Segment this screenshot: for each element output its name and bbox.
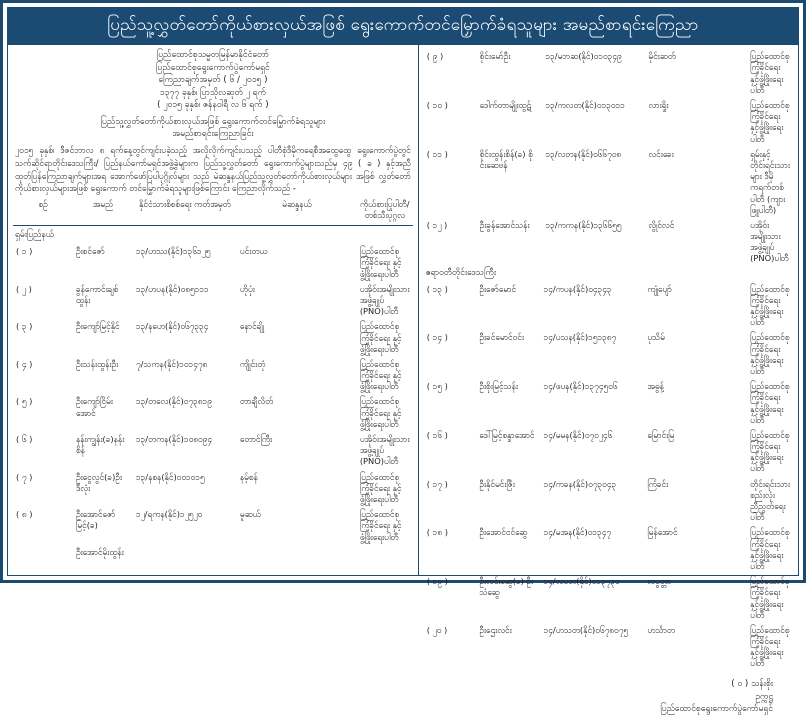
row-name: ဦးအောင်ငင်ဆွေ: [479, 527, 528, 538]
table-row: [13, 470, 413, 508]
row-nrc: ၁၂/ရကန(နိုင်)၁၂၅၂၀: [135, 509, 203, 520]
row-nrc: ၁၃/ကလတ(နိုင်)၀၁၃၀၁၁: [545, 100, 625, 110]
left-results-table: [13, 197, 413, 223]
table-row: [424, 574, 793, 623]
document-frame: [7, 7, 799, 715]
row-party: ပြည်ထောင်စုကြံ့ခိုင်ရေး နှင့်ဖွံ့ဖြိုးရေးပါတီ: [750, 429, 790, 474]
row-constituency: ကျုံပျော်: [647, 283, 672, 294]
signatory-organization: ပြည်ထောင်စုရွေးကောက်ပွဲကော်မရှင်: [660, 704, 773, 715]
right-column: [419, 45, 798, 715]
table-row: [424, 623, 793, 672]
burmese-date: ၁၃၇၇ ခုနှစ်၊ ပြာသိုလဆုတ် ၂ ရက်: [159, 87, 266, 98]
row-no: ( ၁၃ ): [426, 283, 448, 294]
row-no: ( ၁၇ ): [426, 478, 448, 489]
row-nrc: [133, 545, 237, 560]
row-name: ဦးစင်ဇော်: [75, 246, 105, 257]
row-party: ပြည်ထောင်စုကြံ့ခိုင်ရေး နှင့်ဖွံ့ဖြိုးရေးပါတီ: [750, 624, 790, 669]
row-constituency: တာချီလိတ်: [239, 396, 274, 407]
subject-line-2: အမည်စာရင်းကြေညာခြင်း: [172, 128, 254, 139]
row-constituency: လွိုင်လင်: [648, 219, 675, 230]
row-no: ( ၂ ): [16, 283, 32, 294]
row-name: ဦးနိုင်မင်းဇြီး: [479, 478, 515, 489]
table-row: [424, 282, 793, 331]
table-row: [13, 432, 413, 470]
row-nrc: ၁၄/ပသန(နိုင်)၁၅၁၃၈၇: [543, 332, 617, 343]
row-name: ဦးသန်းထွန်းဦး: [75, 358, 119, 369]
row-no: ( ၈ ): [16, 509, 33, 520]
row-constituency: လပွတ္တာ: [647, 576, 672, 587]
row-nrc: ၁၃/တလေ(နိုင်)၀၇၃၈၁၉: [135, 396, 212, 407]
row-no: ( ၂၀ ): [426, 624, 448, 635]
region-label-ayeyarwady: ဧရာဝတီတိုင်းဒေသကြီး: [425, 267, 496, 278]
row-constituency: ပုသိမ်: [647, 332, 665, 343]
row-constituency: နမ့်စန်: [239, 471, 258, 482]
row-party: ပအိုဝ်းအမျိုးသားအဖွဲ့ချုပ် (PNO)ပါတီ: [359, 283, 410, 317]
issuer-line-1: ပြည်ထောင်စုသမ္မတမြန်မာနိုင်ငံတော်: [156, 50, 269, 61]
row-name: ဦးငွေလွင်(ခ)ဦးဒီလုံး: [75, 471, 123, 493]
announcement-paragraph: ၂၀၁၅ ခုနှစ်၊ ဒီဇင်ဘာလ ၈ ရက်နေ့တွင်ကျင်းပခဲ့သည့် အလိုလိုက်ကျင်းပသည့် ပါတီစုံဒီမိုကရေစီအထွေထွေ ရွေးကောက်ပွဲတွင် သက်ဆိုင်ရာတိုင်းဒေသကြီး/ ပြည်နယ်ကော်မရှင်အဖွဲ့ခွဲများက ပြည်သူ့လွှတ်တော် ရွေးကောက်ပွဲများသည်မှ ၄၉ ( ခ ) နှင့်အညီ ထုတ်ပြန်ကြေညာချက်များအရ အောက်ဖော်ပြပါပုဂ္ဂိုလ်များ သည် မဲဆန္ဒနယ်ပြည်သူ့လွှတ်တော်ကိုယ်စားလှယ်များ အဖြစ် လွှတ်တော်ကိုယ်စားလှယ်များအဖြစ် ရွေးကောက် တင်မြှောက်ခံရသူများဖြစ်ကြောင်း ကြေညာလိုက်သည် -: [15, 145, 411, 194]
region-label-shan: ရှမ်းပြည်နယ်: [15, 230, 55, 241]
row-name: ဒေါ်မြင့်စန္ဒာအောင်: [479, 429, 535, 440]
row-party: [357, 545, 413, 560]
row-party: တိုင်းရင်းသားစည်းလုံး ညီညွတ်ရေးပါတီ: [750, 478, 790, 523]
row-nrc: ၁၄/မအန(နိုင်)၀၁၃၄၇: [543, 527, 612, 538]
row-no: ( ၁၄ ): [426, 332, 448, 343]
row-nrc: ၁၃/နဟေ(နိုင်)၀၆၇၃၃၄: [135, 321, 209, 332]
row-constituency: အဓွန့်: [647, 381, 664, 392]
row-nrc: ၁၃/နစန(နိုင်)၀၀၁၀၁၅: [135, 471, 205, 482]
row-nrc: ၁၄/လပတ(နိုင်)၀၁၃၇၃၀: [543, 576, 620, 587]
row-nrc: ၁၃/ဟပန(နိုင်)၀၈၅၁၁၁: [135, 283, 209, 294]
row-constituency: မိုင်းဆတ်: [648, 51, 676, 62]
row-no: ( ၁၈ ): [426, 527, 448, 538]
signatory-name: ( ၀ ) သန်းစိုး: [731, 678, 773, 689]
table-row: [13, 394, 413, 432]
table-row: [13, 507, 413, 545]
row-name: နန်းကျွန်း(ခ)နန်းစိန်: [75, 434, 125, 456]
row-no: ( ၁၆ ): [426, 429, 448, 440]
row-nrc: ၁၃/မဘဆ(နိုင်)၀၁၀၃၄၉: [545, 51, 622, 62]
table-row: [13, 545, 413, 560]
row-no: ( ၇ ): [16, 471, 33, 482]
announcement-number: ကြေညာချက်အမှတ် ( ၆ / ၂၀၁၅ ): [158, 75, 268, 86]
signature-block: [424, 678, 793, 716]
left-column: [8, 45, 419, 575]
row-no: ( ၁၂ ): [426, 219, 448, 230]
row-nrc: ၇/သကန(နိုင်)၁၀၁၄၇၈: [135, 358, 208, 369]
row-constituency: မြောင်းမြ: [647, 429, 675, 440]
row-name: ဦးစိုးမြင့်သန်း: [479, 381, 518, 392]
row-name: ဦးဌေးလင်း: [479, 624, 512, 635]
gregorian-date: ( ၂၀၁၅ ခုနှစ်၊ ဇန်နဝါရီ လ ၆ ရက် ): [157, 100, 269, 111]
row-constituency: [237, 545, 357, 560]
row-name: ခွန်ကောင်းချစ်ထွန်း: [75, 283, 119, 305]
row-nrc: ၁၃/ဟဿ(နိုင်)၁၃၆၁၂၅: [135, 246, 211, 257]
column-header-nrc: နိုင်ငံသားစိစစ်ရေး ကတ်အမှတ်: [139, 198, 231, 209]
table-row: [424, 218, 793, 267]
row-no: ( ၁၅ ): [426, 381, 448, 392]
column-header-constituency: မဲဆန္ဒနယ်: [282, 198, 312, 209]
row-party: ပြည်ထောင်စုကြံ့ခိုင်ရေး နှင့်ဖွံ့ဖြိုးရေးပါတီ: [750, 283, 790, 328]
row-party: ပြည်ထောင်စုကြံ့ခိုင်ရေး နှင့်ဖွံ့ဖြိုးရေးပါတီ: [750, 51, 790, 95]
row-constituency: လင်းခေး: [648, 148, 674, 159]
row-name: ဦးခင်မောင်ဝင်း: [479, 332, 524, 343]
row-constituency: ဟိုပုံး: [239, 283, 255, 294]
row-no: ( ၁၉ ): [426, 576, 448, 587]
row-no: [13, 545, 73, 560]
row-nrc: ၁၄/မမန(နိုင်)၀၇၀၂၄၆: [543, 429, 613, 440]
right-top-rows-table: [424, 49, 793, 266]
row-constituency: တောင်ကြီး: [239, 434, 273, 445]
row-party: ပြည်ထောင်စုကြံ့ခိုင်ရေး နှင့်ဖွံ့ဖြိုးရေးပါတီ: [359, 358, 402, 392]
row-no: ( ၁၁ ): [426, 148, 448, 159]
row-party: ပြည်ထောင်စုကြံ့ခိုင်ရေး နှင့်ဖွံ့ဖြိုးရေးပါတီ: [750, 100, 790, 144]
column-header-party: ကိုယ်စားပြုပါတီ/ တစ်သီးပုဂ္ဂလ: [360, 198, 410, 221]
row-party: ပြည်ထောင်စုကြံ့ခိုင်ရေး နှင့်ဖွံ့ဖြိုးရေးပါတီ: [750, 527, 790, 571]
row-no: ( ၉ ): [426, 51, 444, 62]
row-constituency: ကျိုင်းတုံ: [239, 358, 266, 369]
row-no: ( ၁၀ ): [426, 100, 448, 110]
table-row: [424, 330, 793, 379]
row-name: ဦးအောင်မိုးထွန်း: [75, 546, 124, 557]
row-nrc: ၁၄/ဖပန(နိုင်)၁၃၇၄၅၀၆: [543, 381, 618, 392]
two-column-body: [8, 45, 798, 715]
row-no: ( ၆ ): [16, 434, 33, 445]
row-nrc: ၁၄/ကခန(နိုင်)၀၇၃၀၄၃: [543, 478, 617, 489]
page-title: ပြည်သူ့လွှတ်တော်ကိုယ်စားလှယ်အဖြစ် ရွေးကောက်တင်မြှောက်ခံရသူများ အမည်စာရင်းကြေညာ: [8, 8, 798, 45]
column-header-name: အမည်: [92, 198, 114, 209]
row-party: ပြည်ထောင်စုကြံ့ခိုင်ရေး နှင့်ဖွံ့ဖြိုးရေးပါတီ: [359, 396, 402, 429]
right-rows-table: [424, 282, 793, 672]
row-party: ပြည်ထောင်စုကြံ့ခိုင်ရေး နှင့်ဖွံ့ဖြိုးရေးပါတီ: [359, 471, 402, 504]
row-name: ဦးအောင်ဇော်မြင့်(ခ): [75, 509, 116, 531]
row-party: ပအိုဝ်းအမျိုးသားအဖွဲ့ချုပ် (PNO)ပါတီ: [359, 434, 410, 467]
row-name: စိုင်းမော်ဦး: [479, 51, 511, 62]
table-row: [424, 49, 793, 98]
row-name: ဦးလင်းဆွေ(ခ) ဦးသံဆွေ: [479, 576, 534, 598]
row-constituency: ပင်းတယ: [239, 246, 268, 257]
row-party: ပြည်ထောင်စုကြံ့ခိုင်ရေး နှင့်ဖွံ့ဖြိုးရေးပါတီ: [359, 509, 402, 542]
table-row: [13, 357, 413, 395]
row-name: ဦးဇော်မောင်: [479, 283, 517, 294]
row-constituency: မူဆယ်: [239, 509, 261, 520]
row-constituency: ကြံခင်း: [647, 478, 669, 489]
row-party: ပြည်ထောင်စုကြံ့ခိုင်ရေး နှင့်ဖွံ့ဖြိုးရေးပါတီ: [359, 321, 402, 354]
row-constituency: ဟင်္သာတ: [647, 624, 675, 635]
column-header-no: စဉ်: [38, 198, 48, 209]
row-party: ပြည်ထောင်စုကြံ့ခိုင်ရေး နှင့်ဖွံ့ဖြိုးရေးပါတီ: [750, 332, 790, 376]
row-name: ဦးကျော်ငြိမ်းအောင်: [75, 396, 113, 418]
row-name: ဦးခွန်အောင်သန်း: [479, 219, 530, 230]
table-column-headers: [13, 197, 413, 223]
row-no: ( ၄ ): [16, 358, 33, 369]
row-name: စိုင်းထွန်းစိန်(ခ) စိုင်းဆေဗန်: [479, 148, 533, 170]
table-divider: [13, 225, 413, 226]
table-row: [424, 477, 793, 526]
row-party: ပြည်ထောင်စုကြံ့ခိုင်ရေး နှင့်ဖွံ့ဖြိုးရေးပါတီ: [750, 576, 790, 620]
row-name: ဒေါက်တာမျိုးထွဋ်: [479, 100, 532, 110]
row-name: ဦးကျော်မြင့်နိုင်: [75, 321, 120, 332]
row-nrc: ၁၃/တကန(နိုင်)၁၀၈၀၉၄: [135, 434, 212, 445]
subject-line-1: ပြည်သူ့လွှတ်တော်ကိုယ်စားလှယ်အဖြစ် ရွေးကောက်တင်မြှောက်ခံရသူများ: [100, 116, 326, 127]
signatory-title: ဥက္ကဋ္ဌ: [755, 691, 773, 702]
row-constituency: မြန်အောင်: [647, 527, 678, 538]
row-no: ( ၁ ): [16, 246, 33, 257]
row-constituency: လားရှိုး: [648, 100, 669, 110]
row-no: ( ၃ ): [16, 321, 33, 332]
row-party: ပအိုဝ်းအမျိုးသားအဖွဲ့ချုပ် (PNO)ပါတီ: [750, 219, 789, 264]
row-no: ( ၅ ): [16, 396, 33, 407]
table-row: [424, 379, 793, 428]
row-constituency: နောင်ချို: [239, 321, 264, 332]
table-row: [424, 147, 793, 218]
table-row: [424, 98, 793, 147]
row-nrc: ၁၃/လတန(နိုင်)၀၆၆၇၀၈: [545, 148, 622, 159]
row-nrc: ၁၄/ဟသတ(နိုင်)၀၆၇၈၀၇၅: [543, 624, 629, 635]
table-row: [13, 319, 413, 357]
table-row: [13, 282, 413, 320]
row-nrc: ၁၃/ကကန(နိုင်)၁၃၆၆၅၅: [545, 219, 622, 230]
row-party: ပြည်ထောင်စုကြံ့ခိုင်ရေး နှင့်ဖွံ့ဖြိုးရေးပါတီ: [750, 381, 790, 425]
left-rows-table: [13, 244, 413, 560]
row-party: ပြည်ထောင်စုကြံ့ခိုင်ရေး နှင့်ဖွံ့ဖြိုးရေးပါတီ: [359, 246, 402, 279]
row-nrc: ၁၄/ကပန(နိုင်)၀၄၃၄၃: [543, 283, 612, 294]
table-row: [424, 525, 793, 574]
issuer-line-2: ပြည်ထောင်စုရွေးကောက်ပွဲကော်မရှင်: [155, 62, 270, 73]
table-row: [424, 428, 793, 477]
row-party: ရှမ်းနှင့်တိုင်းရင်းသားများ ဒီမိုကရက်တစ်ပါတီ (ကျားဖြူပါတီ): [750, 148, 790, 215]
table-row: [13, 244, 413, 282]
